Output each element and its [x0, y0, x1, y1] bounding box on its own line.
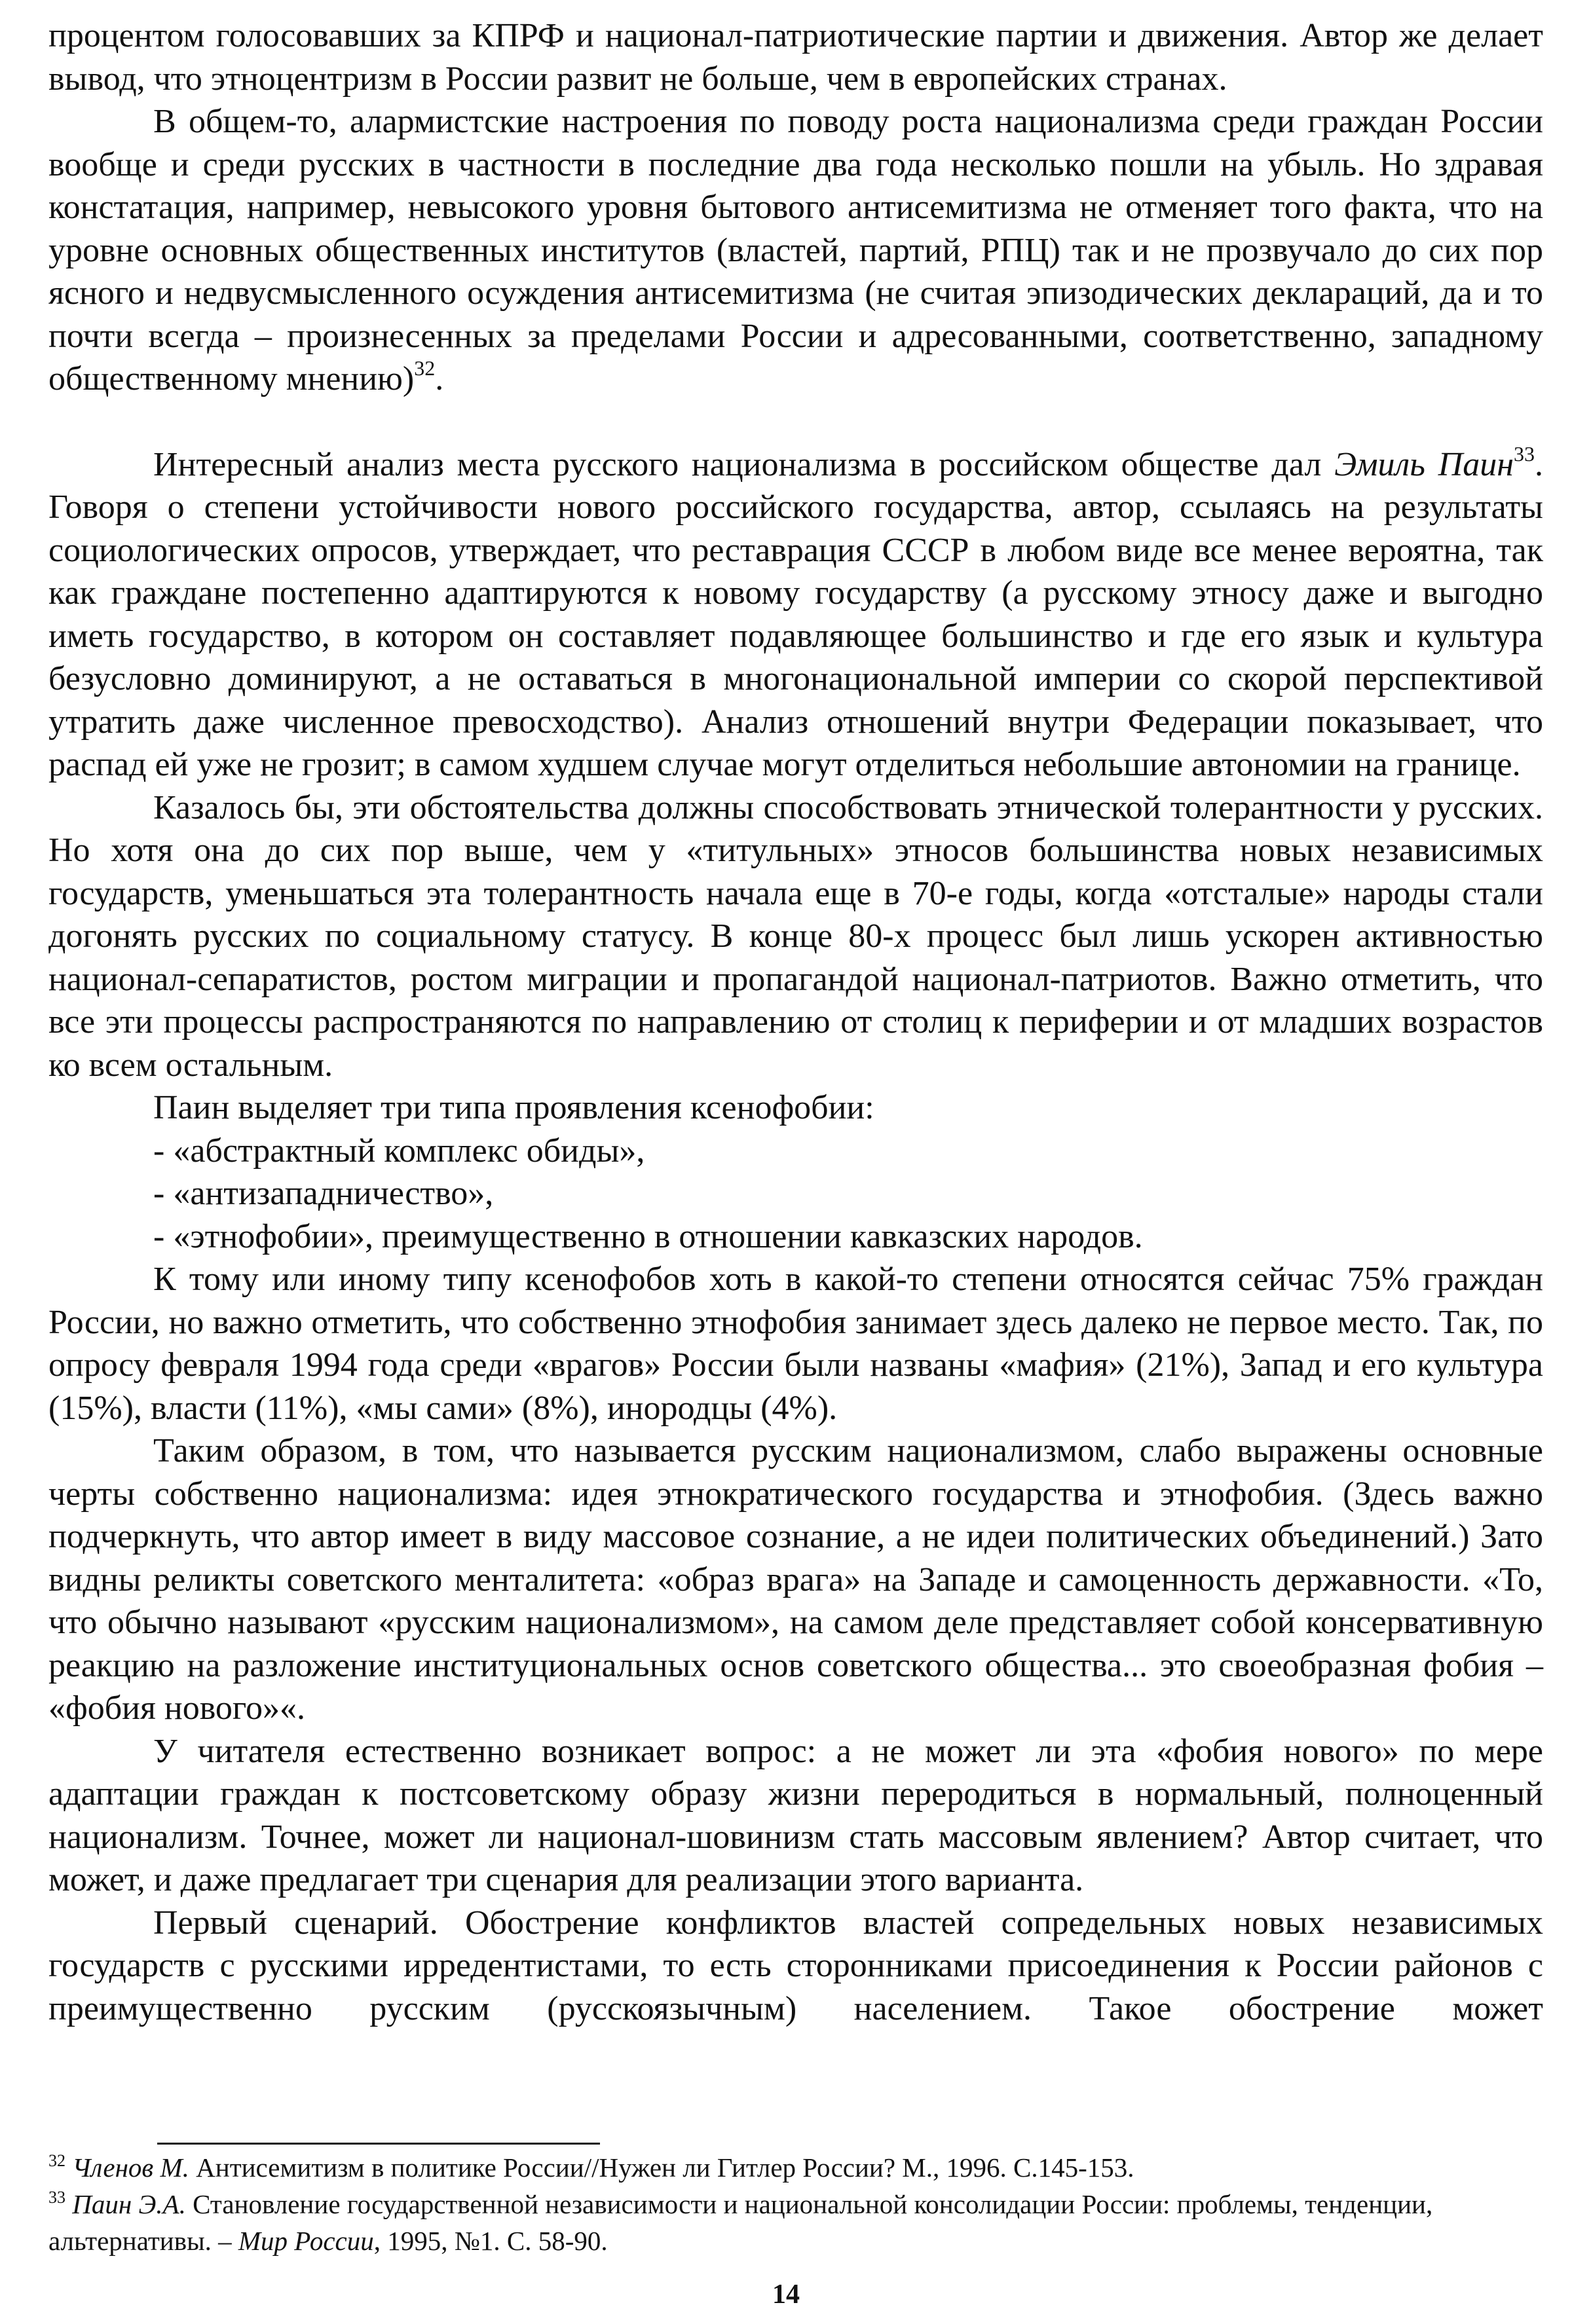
paragraph-text: . Говоря о степени устойчивости нового российского государства, автор, ссылаясь на результаты социологических опросов, утверждает, что реставрация СССР в любом виде все менее вероятна, так как граждане постепенно адаптируются к новому государству (а русскому этносу даже и выгодно иметь государство, в котором он составляет подавляющее большинство и где его язык и культура безусловно доминируют, а не оставаться в многонациональной империи со скорой перспективой утратить даже численное превосходство). Анализ отношений внутри Федерации показывает, что распад ей уже не грозит; в самом худшем случае могут отделиться небольшие автономии на границе. — [48, 445, 1543, 783]
footnote-author: Паин Э.А. — [72, 2189, 186, 2219]
paragraph — [48, 100, 1543, 401]
author-name: Эмиль Паин — [1334, 445, 1514, 483]
page-number: 14 — [772, 2279, 800, 2310]
main-text — [48, 14, 1543, 2030]
paragraph: Паин выделяет три типа проявления ксенофобии: — [153, 1089, 874, 1126]
paragraph — [48, 443, 1543, 786]
paragraph: У читателя естественно возникает вопрос: а не может ли эта «фобия нового» по мере адаптации граждан к постсоветскому образу жизни переродиться в нормальный, полноценный национализм. Точнее, может ли национал-шовинизм стать массовым явлением? Автор считает, что может, и даже предлагает три сценария для реализации этого варианта. — [48, 1732, 1543, 1898]
paragraph: Казалось бы, эти обстоятельства должны способствовать этнической толерантности у русских. Но хотя она до сих пор выше, чем у «титульных» этносов большинства новых независимых государств, уменьшаться эта толерантность начала еще в 70-е годы, когда «отсталые» народы стали догонять русских по социальному статусу. В конце 80-х процесс был лишь ускорен активностью национал-сепаратистов, ростом миграции и пропагандой национал-патриотов. Важно отметить, что все эти процессы распространяются по направлению от столиц к периферии и от младших возрастов ко всем остальным. — [48, 788, 1543, 1084]
paragraph: процентом голосовавших за КПРФ и национал-патриотические партии и движения. Автор же делает вывод, что этноцентризм в России развит не больше, чем в европейских странах. — [48, 17, 1543, 98]
footnotes — [48, 2149, 1543, 2259]
footnote-text: Становление государственной независимости и национальной консолидации России: проблемы, тенденции, альтернативы. – — [48, 2189, 1433, 2256]
footnote-ref[interactable]: 33 — [1514, 441, 1535, 466]
footnote-text: , 1995, №1. С. 58-90. — [373, 2226, 608, 2256]
paragraph-text: В общем-то, алармистские настроения по поводу роста национализма среди граждан России вообще и среди русских в частности в последние два года несколько пошли на убыль. Но здравая констатация, например, невысокого уровня бытового антисемитизма не отменяет того факта, что на уровне основных общественных институтов (властей, партий, РПЦ) так и не прозвучало до сих пор ясного и недвусмысленного осуждения антисемитизма (не считая эпизодических деклараций, да и то почти всегда – произнесенных за пределами России и адресованными, соответственно, западному общественному мнению) — [48, 103, 1543, 397]
footnote — [48, 2149, 1543, 2186]
paragraph-text: Интересный анализ места русского национализма в российском обществе дал — [153, 445, 1335, 483]
footnote-journal: Мир России — [238, 2226, 374, 2256]
list-item: - «этнофобии», преимущественно в отношении кавказских народов. — [153, 1217, 1143, 1255]
list-item: - «антизападничество», — [153, 1175, 494, 1212]
footnote-text: Антисемитизм в политике России//Нужен ли Гитлер России? М., 1996. С.145-153. — [189, 2152, 1134, 2183]
footnote-number: 32 — [48, 2151, 66, 2170]
footnote — [48, 2186, 1543, 2259]
footnote-ref[interactable]: 32 — [414, 356, 436, 380]
paragraph-end: . — [435, 360, 444, 397]
paragraph: Первый сценарий. Обострение конфликтов властей сопредельных новых независимых государств с русскими ирредентистами, то есть сторонниками присоединения к России районов с преимущественно русским (русскоязычным) населением. Такое обострение может — [48, 1904, 1543, 2027]
footnote-author: Членов М. — [72, 2152, 189, 2183]
footnote-number: 33 — [48, 2188, 66, 2207]
paragraph: Таким образом, в том, что называется русским национализмом, слабо выражены основные черты собственно национализма: идея этнократического государства и этнофобия. (Здесь важно подчеркнуть, что автор имеет в виду массовое сознание, а не идеи политических объединений.) Зато видны реликты советского менталитета: «образ врага» на Западе и самоценность державности. «То, что обычно называют «русским национализмом», на самом деле представляет собой консервативную реакцию на разложение институциональных основ советского общества... это своеобразная фобия – «фобия нового»«. — [48, 1432, 1543, 1727]
list-item: - «абстрактный комплекс обиды», — [153, 1132, 645, 1170]
footnote-separator — [157, 2143, 600, 2145]
paragraph: К тому или иному типу ксенофобов хоть в какой-то степени относятся сейчас 75% граждан России, но важно отметить, что собственно этнофобия занимает здесь далеко не первое место. Так, по опросу февраля 1994 года среди «врагов» России были названы «мафия» (21%), Запад и его культура (15%), власти (11%), «мы сами» (8%), инородцы (4%). — [48, 1261, 1543, 1427]
